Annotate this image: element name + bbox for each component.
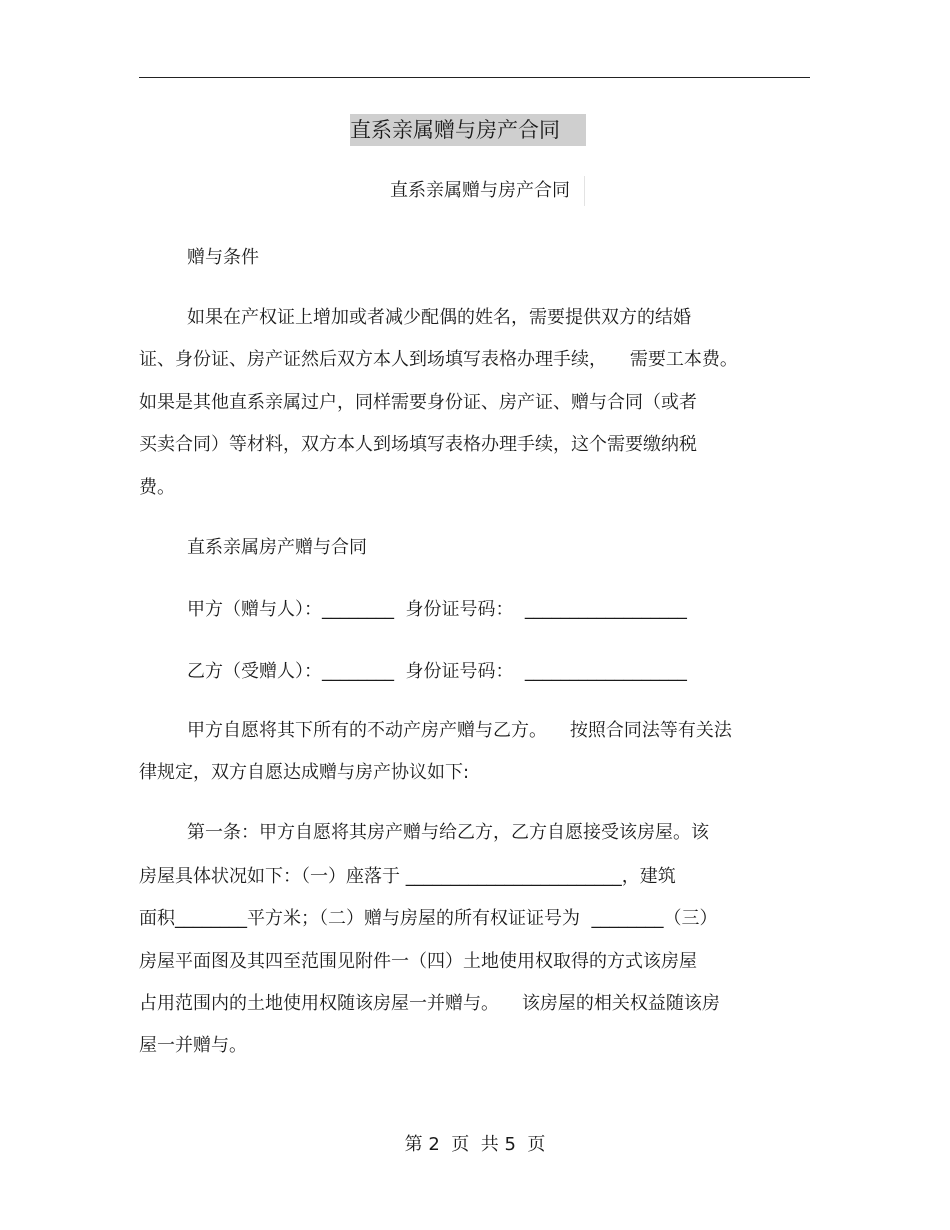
text-line: 房屋平面图及其四至范围见附件一（四）土地使用权取得的方式该房屋 [139,951,697,972]
page-number: 第 2 页 共 5 页 [404,1134,546,1155]
text-line: 直系亲属房产赠与合同 [187,537,367,558]
text-line: 买卖合同）等材料，双方本人到场填写表格办理手续，这个需要缴纳税 [139,434,697,455]
header-rule [139,77,810,78]
text-line: 如果是其他直系亲属过户，同样需要身份证、房产证、赠与合同（或者 [139,392,697,413]
text-line: 房屋具体状况如下：（一）座落于 ________________________，建筑 [139,866,676,887]
text-line: 面积________平方米；（二）赠与房屋的所有权证证号为 ________（三） [139,908,718,929]
text-line: 律规定，双方自愿达成赠与房产协议如下: [139,762,470,783]
party-b-line: 乙方（受赠人）：________ 身份证号码： __________________ [187,661,687,682]
document-title: 直系亲属赠与房产合同 [350,114,586,146]
party-a-line: 甲方（赠与人）：________ 身份证号码： __________________ [187,599,687,620]
text-line: 证、身份证、房产证然后双方本人到场填写表格办理手续， 需要工本费。 [139,349,738,370]
text-line: 赠与条件 [187,247,259,268]
text-line: 第一条：甲方自愿将其房产赠与给乙方，乙方自愿接受该房屋。该 [187,822,709,843]
text-line: 如果在产权证上增加或者减少配偶的姓名，需要提供双方的结婚 [187,307,691,328]
document-subtitle: 直系亲属赠与房产合同 [390,176,585,206]
text-line: 费。 [139,477,175,498]
text-line: 屋一并赠与。 [139,1035,247,1056]
text-line: 甲方自愿将其下所有的不动产房产赠与乙方。 按照合同法等有关法 [187,720,732,741]
text-line: 占用范围内的土地使用权随该房屋一并赠与。 该房屋的相关权益随该房 [139,993,720,1014]
